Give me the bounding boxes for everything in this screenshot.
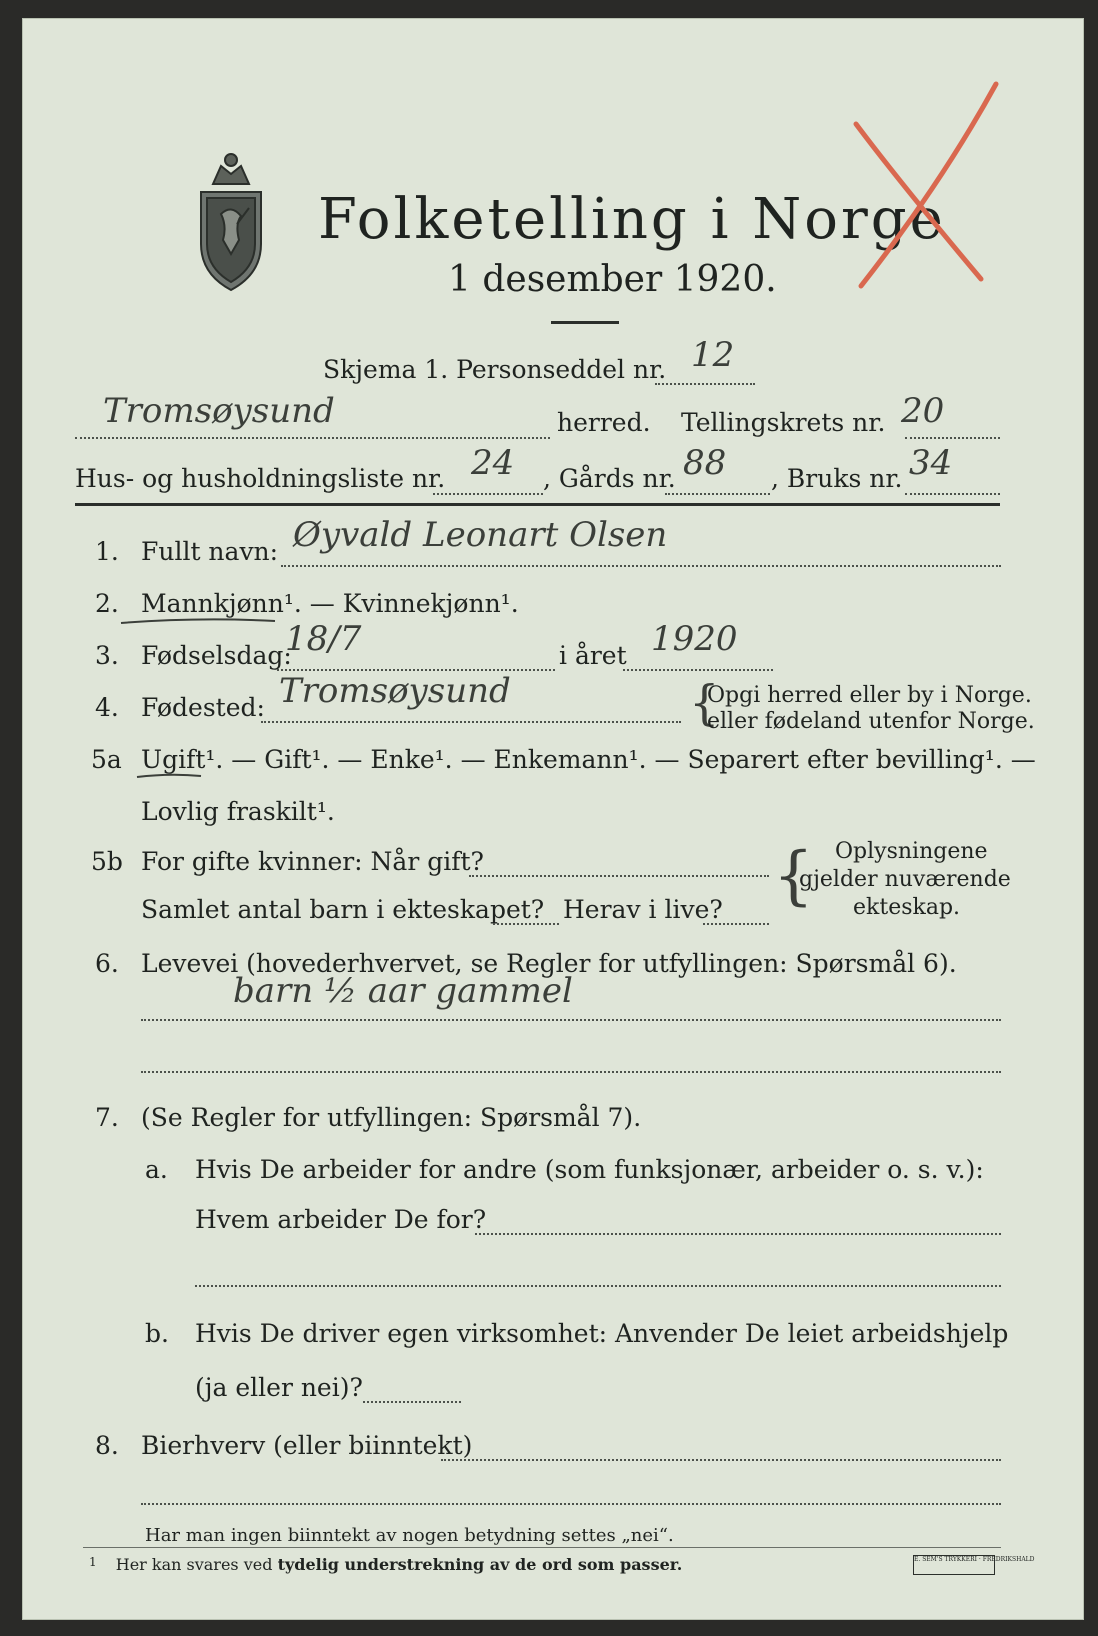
q5a-number: 5a [91, 745, 122, 774]
skjema-value: 12 [691, 335, 735, 375]
q1-line [281, 565, 1001, 567]
q1-number: 1. [95, 537, 119, 566]
q7b-line2: (ja eller nei)? [195, 1373, 363, 1402]
tellingskrets-label: Tellingskrets nr. [681, 408, 886, 437]
census-form [22, 18, 1084, 1620]
q8-line-1 [441, 1459, 1001, 1461]
gards-label: , Gårds nr. [543, 464, 676, 493]
bruks-value: 34 [909, 443, 953, 483]
footnote-mark: 1 [89, 1555, 97, 1569]
census-date: 1 desember 1920. [448, 259, 777, 300]
header-rule [75, 503, 1000, 506]
q7-number: 7. [95, 1103, 119, 1132]
q4-line [261, 721, 681, 723]
footnote-bold: tydelig understrekning av de ord som passer. [277, 1555, 683, 1574]
gards-value: 88 [683, 443, 727, 483]
q3-number: 3. [95, 641, 119, 670]
q6-label: Levevei (hovederhvervet, se Regler for utfyllingen: Spørsmål 6). [141, 949, 957, 978]
skjema-label: Skjema 1. Personseddel nr. [323, 355, 667, 384]
q7a-line-1 [475, 1233, 1001, 1235]
q5a-underline-mark [135, 771, 205, 783]
coat-of-arms-icon [191, 144, 271, 294]
herred-line [75, 437, 550, 439]
q5a-line1: Ugift¹. — Gift¹. — Enke¹. — Enkemann¹. — Separert efter bevilling¹. — [141, 745, 1036, 774]
q7b-line [363, 1401, 461, 1403]
q7b-line1: Hvis De driver egen virksomhet: Anvender De leiet arbeidshjelp [195, 1319, 1009, 1348]
footnote-text: Her kan svares ved [115, 1555, 273, 1574]
husliste-label: Hus- og husholdningsliste nr. [75, 464, 446, 493]
q4-note-1: Opgi herred eller by i Norge. [707, 683, 1032, 708]
title-divider [551, 321, 619, 324]
q5b-label2: Samlet antal barn i ekteskapet? [141, 895, 545, 924]
bruks-label: , Bruks nr. [771, 464, 903, 493]
q7a-line-2 [195, 1285, 1001, 1287]
q6-number: 6. [95, 949, 119, 978]
gards-line [665, 493, 770, 495]
q3-year-label: i året [559, 641, 627, 670]
q5b-note-1: Oplysningene [835, 839, 988, 864]
q4-number: 4. [95, 693, 119, 722]
q5b-label3: Herav i live? [563, 895, 723, 924]
q3-day-value: 18/7 [285, 619, 362, 659]
q8-number: 8. [95, 1431, 119, 1460]
herred-value: Tromsøysund [103, 391, 335, 431]
q5b-married-line [469, 875, 769, 877]
q3-label: Fødselsdag: [141, 641, 292, 670]
red-cross-mark [831, 74, 1001, 294]
q5b-alive-line [703, 923, 769, 925]
form-title: Folketelling i Norge [318, 187, 946, 252]
q7a-line2: Hvem arbeider De for? [195, 1205, 487, 1234]
q2-number: 2. [95, 589, 119, 618]
q3-year-value: 1920 [651, 619, 738, 659]
q7-label: (Se Regler for utfyllingen: Spørsmål 7). [141, 1103, 642, 1132]
printer-text: E. SEM'S TRYKKERI · FREDRIKSHALD [914, 1556, 1035, 1563]
q3-year-line [623, 669, 773, 671]
q1-label: Fullt navn: [141, 537, 279, 566]
footnote-separator [83, 1547, 1001, 1548]
q8-note: Har man ingen biinntekt av nogen betydning settes „nei“. [145, 1525, 674, 1546]
q6-line-2 [141, 1071, 1001, 1073]
herred-label: herred. [557, 408, 651, 437]
q4-value: Tromsøysund [279, 671, 511, 711]
q1-value: Øyvald Leonart Olsen [293, 515, 668, 555]
printer-stamp [913, 1555, 1035, 1575]
husliste-value: 24 [471, 443, 515, 483]
q5b-note-2: gjelder nuværende [799, 867, 1011, 892]
husliste-line [433, 493, 543, 495]
q2-label: Mannkjønn¹. — Kvinnekjønn¹. [141, 589, 519, 618]
q4-note-2: eller fødeland utenfor Norge. [707, 709, 1035, 734]
q7b-letter: b. [145, 1319, 169, 1348]
q5b-children-line [493, 923, 559, 925]
q4-label: Fødested: [141, 693, 265, 722]
q5a-line2: Lovlig fraskilt¹. [141, 797, 335, 826]
bruks-line [905, 493, 1000, 495]
q5b-brace: { [773, 839, 814, 913]
q7a-line1: Hvis De arbeider for andre (som funksjonær, arbeider o. s. v.): [195, 1155, 984, 1184]
q6-value: barn ½ aar gammel [233, 971, 573, 1011]
q7a-letter: a. [145, 1155, 168, 1184]
q5b-note-3: ekteskap. [853, 895, 961, 920]
skjema-line [655, 383, 755, 385]
tellingskrets-line [905, 437, 1000, 439]
q8-line-2 [141, 1503, 1001, 1505]
tellingskrets-value: 20 [901, 391, 945, 431]
q5b-number: 5b [91, 847, 123, 876]
q8-label: Bierhverv (eller biinntekt) [141, 1431, 473, 1460]
q4-brace: { [689, 675, 720, 731]
q2-underline-mark [119, 615, 279, 629]
q6-line-1 [141, 1019, 1001, 1021]
footnote [89, 1555, 682, 1574]
q5b-label1: For gifte kvinner: Når gift? [141, 847, 484, 876]
